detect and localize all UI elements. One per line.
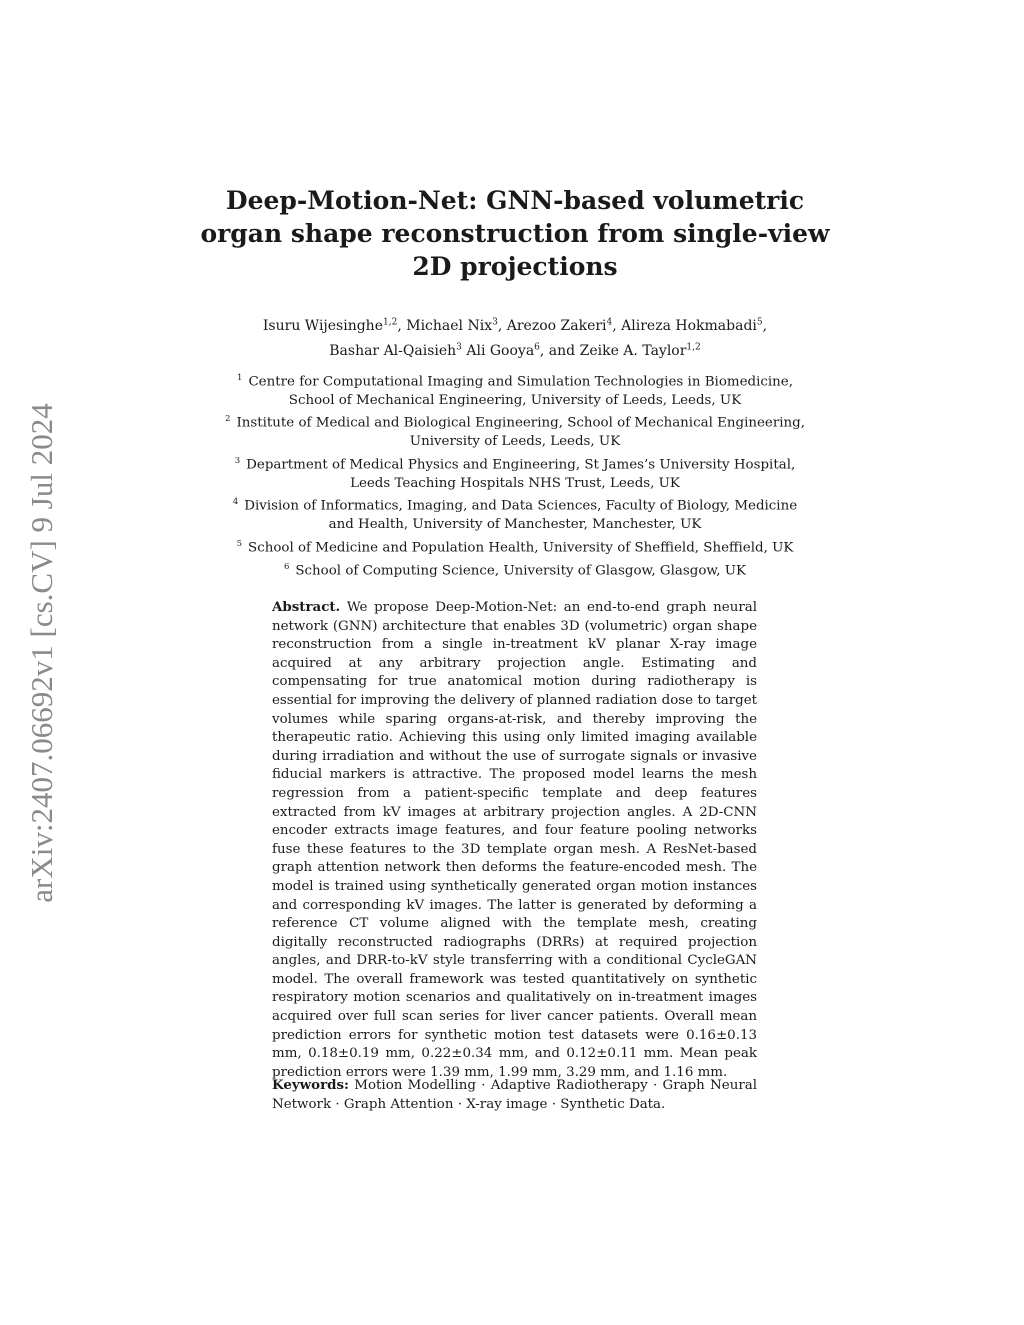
keywords-label: Keywords: <box>272 1077 350 1093</box>
author-separator: , <box>497 317 507 334</box>
affiliation <box>200 452 830 493</box>
author-separator: , <box>762 317 768 334</box>
author <box>263 318 406 334</box>
affiliation-line: School of Mechanical Engineering, University of Leeds, Leeds, UK <box>288 392 742 408</box>
arxiv-identifier: arXiv:2407.06692v1 [cs.CV] 9 Jul 2024 <box>24 403 59 903</box>
affiliation <box>200 493 830 534</box>
affiliation-number: 4 <box>232 497 239 508</box>
affiliation-number: 1 <box>237 373 243 383</box>
affiliation-list <box>200 369 830 581</box>
author-affiliation-mark: 1,2 <box>686 342 701 353</box>
abstract-text: We propose Deep-Motion-Net: an end-to-end graph neural network (GNN) architecture that enables 3D (volumetric) organ shape reconstruction from a single in-treatment kV planar X-ray image acquired at any arbitrary projection angle. Estimating and compensating for true anatomical motion during radiotherapy is essential for improving the delivery of planned radiation dose to target volumes while sparing organs-at-risk, and thereby improving the therapeutic ratio. Achieving this using only limited imaging available during irradiation and without the use of surrogate signals or invasive fiducial markers is attractive. The proposed model learns the mesh regression from a patient-specific template and deep features extracted from kV images at arbitrary projection angles. A 2D-CNN encoder extracts image features, and four feature pooling networks fuse these features to the 3D template organ mesh. A ResNet-based graph attention network then deforms the feature-encoded mesh. The model is trained using synthetically generated organ motion instances and corresponding kV images. The latter is generated by deforming a reference CT volume aligned with the template mesh, creating digitally reconstructed radiographs (DRRs) at required projection angles, and DRR-to-kV style transferring with a conditional CycleGAN model. The overall framework was tested quantitatively on synthetic respiratory motion scenarios and qualitatively on in-treatment images acquired over full scan series for liver cancer patients. Overall mean prediction errors for synthetic motion test datasets were 0.16±0.13 mm, 0.18±0.19 mm, 0.22±0.34 mm, and 0.12±0.11 mm. Mean peak prediction errors were 1.39 mm, 1.99 mm, 3.29 mm, and 1.16 mm. <box>272 600 757 1080</box>
paper-title: Deep-Motion-Net: GNN-based volumetric organ shape reconstruction from single-view 2D projections <box>200 186 830 281</box>
affiliation-line: and Health, University of Manchester, Manchester, UK <box>328 517 702 533</box>
author <box>507 318 621 334</box>
author-separator: , <box>397 317 407 334</box>
affiliation-line: School of Medicine and Population Health, University of Sheffield, Sheffield, UK <box>248 540 794 556</box>
author <box>580 343 701 359</box>
affiliation-number: 2 <box>225 414 231 425</box>
affiliation <box>200 410 830 451</box>
author-affiliation-mark: 3 <box>456 342 462 353</box>
author <box>466 343 579 359</box>
affiliation-line: School of Computing Science, University of Glasgow, Glasgow, UK <box>295 563 747 579</box>
affiliation-line: Centre for Computational Imaging and Simulation Technologies in Biomedicine, <box>248 374 793 390</box>
author <box>329 343 466 359</box>
author-name: Bashar Al-Qaisieh <box>329 343 457 360</box>
affiliation-line: University of Leeds, Leeds, UK <box>409 434 621 450</box>
author-separator: , <box>612 317 622 334</box>
affiliation <box>200 535 830 558</box>
affiliation-line: Leeds Teaching Hospitals NHS Trust, Leeds, UK <box>350 475 680 491</box>
keywords <box>272 1076 757 1114</box>
affiliation <box>200 558 830 581</box>
author-name: Zeike A. Taylor <box>579 343 687 360</box>
author-name: Arezoo Zakeri <box>506 317 607 334</box>
author-affiliation-mark: 3 <box>492 317 498 327</box>
keywords-text: Motion Modelling · Adaptive Radiotherapy · Graph Neural Network · Graph Attention · X-ray image · Synthetic Data. <box>272 1078 757 1112</box>
affiliation-line: Department of Medical Physics and Engineering, St James’s University Hospital, <box>246 457 796 473</box>
author-separator: , and <box>539 343 580 360</box>
abstract-label: Abstract. <box>272 599 341 615</box>
author-name: Ali Gooya <box>466 343 535 360</box>
author <box>406 318 507 334</box>
affiliation-line: Institute of Medical and Biological Engineering, School of Mechanical Engineering, <box>236 415 805 431</box>
affiliation-number: 3 <box>234 455 241 466</box>
author-affiliation-mark: 5 <box>756 317 763 327</box>
author-list <box>200 311 830 362</box>
affiliation <box>200 369 830 410</box>
affiliation-line: Division of Informatics, Imaging, and Data Sciences, Faculty of Biology, Medicine <box>244 498 798 514</box>
author-name: Alireza Hokmabadi <box>621 317 757 334</box>
author-name: Michael Nix <box>406 317 493 334</box>
affiliation-number: 6 <box>283 561 290 572</box>
abstract <box>272 598 757 1082</box>
affiliation-number: 5 <box>236 538 243 549</box>
author-affiliation-mark: 1,2 <box>383 317 398 327</box>
author <box>621 318 767 334</box>
author-name: Isuru Wijesinghe <box>262 317 383 334</box>
author-affiliation-mark: 4 <box>606 317 613 327</box>
author-affiliation-mark: 6 <box>534 342 540 353</box>
